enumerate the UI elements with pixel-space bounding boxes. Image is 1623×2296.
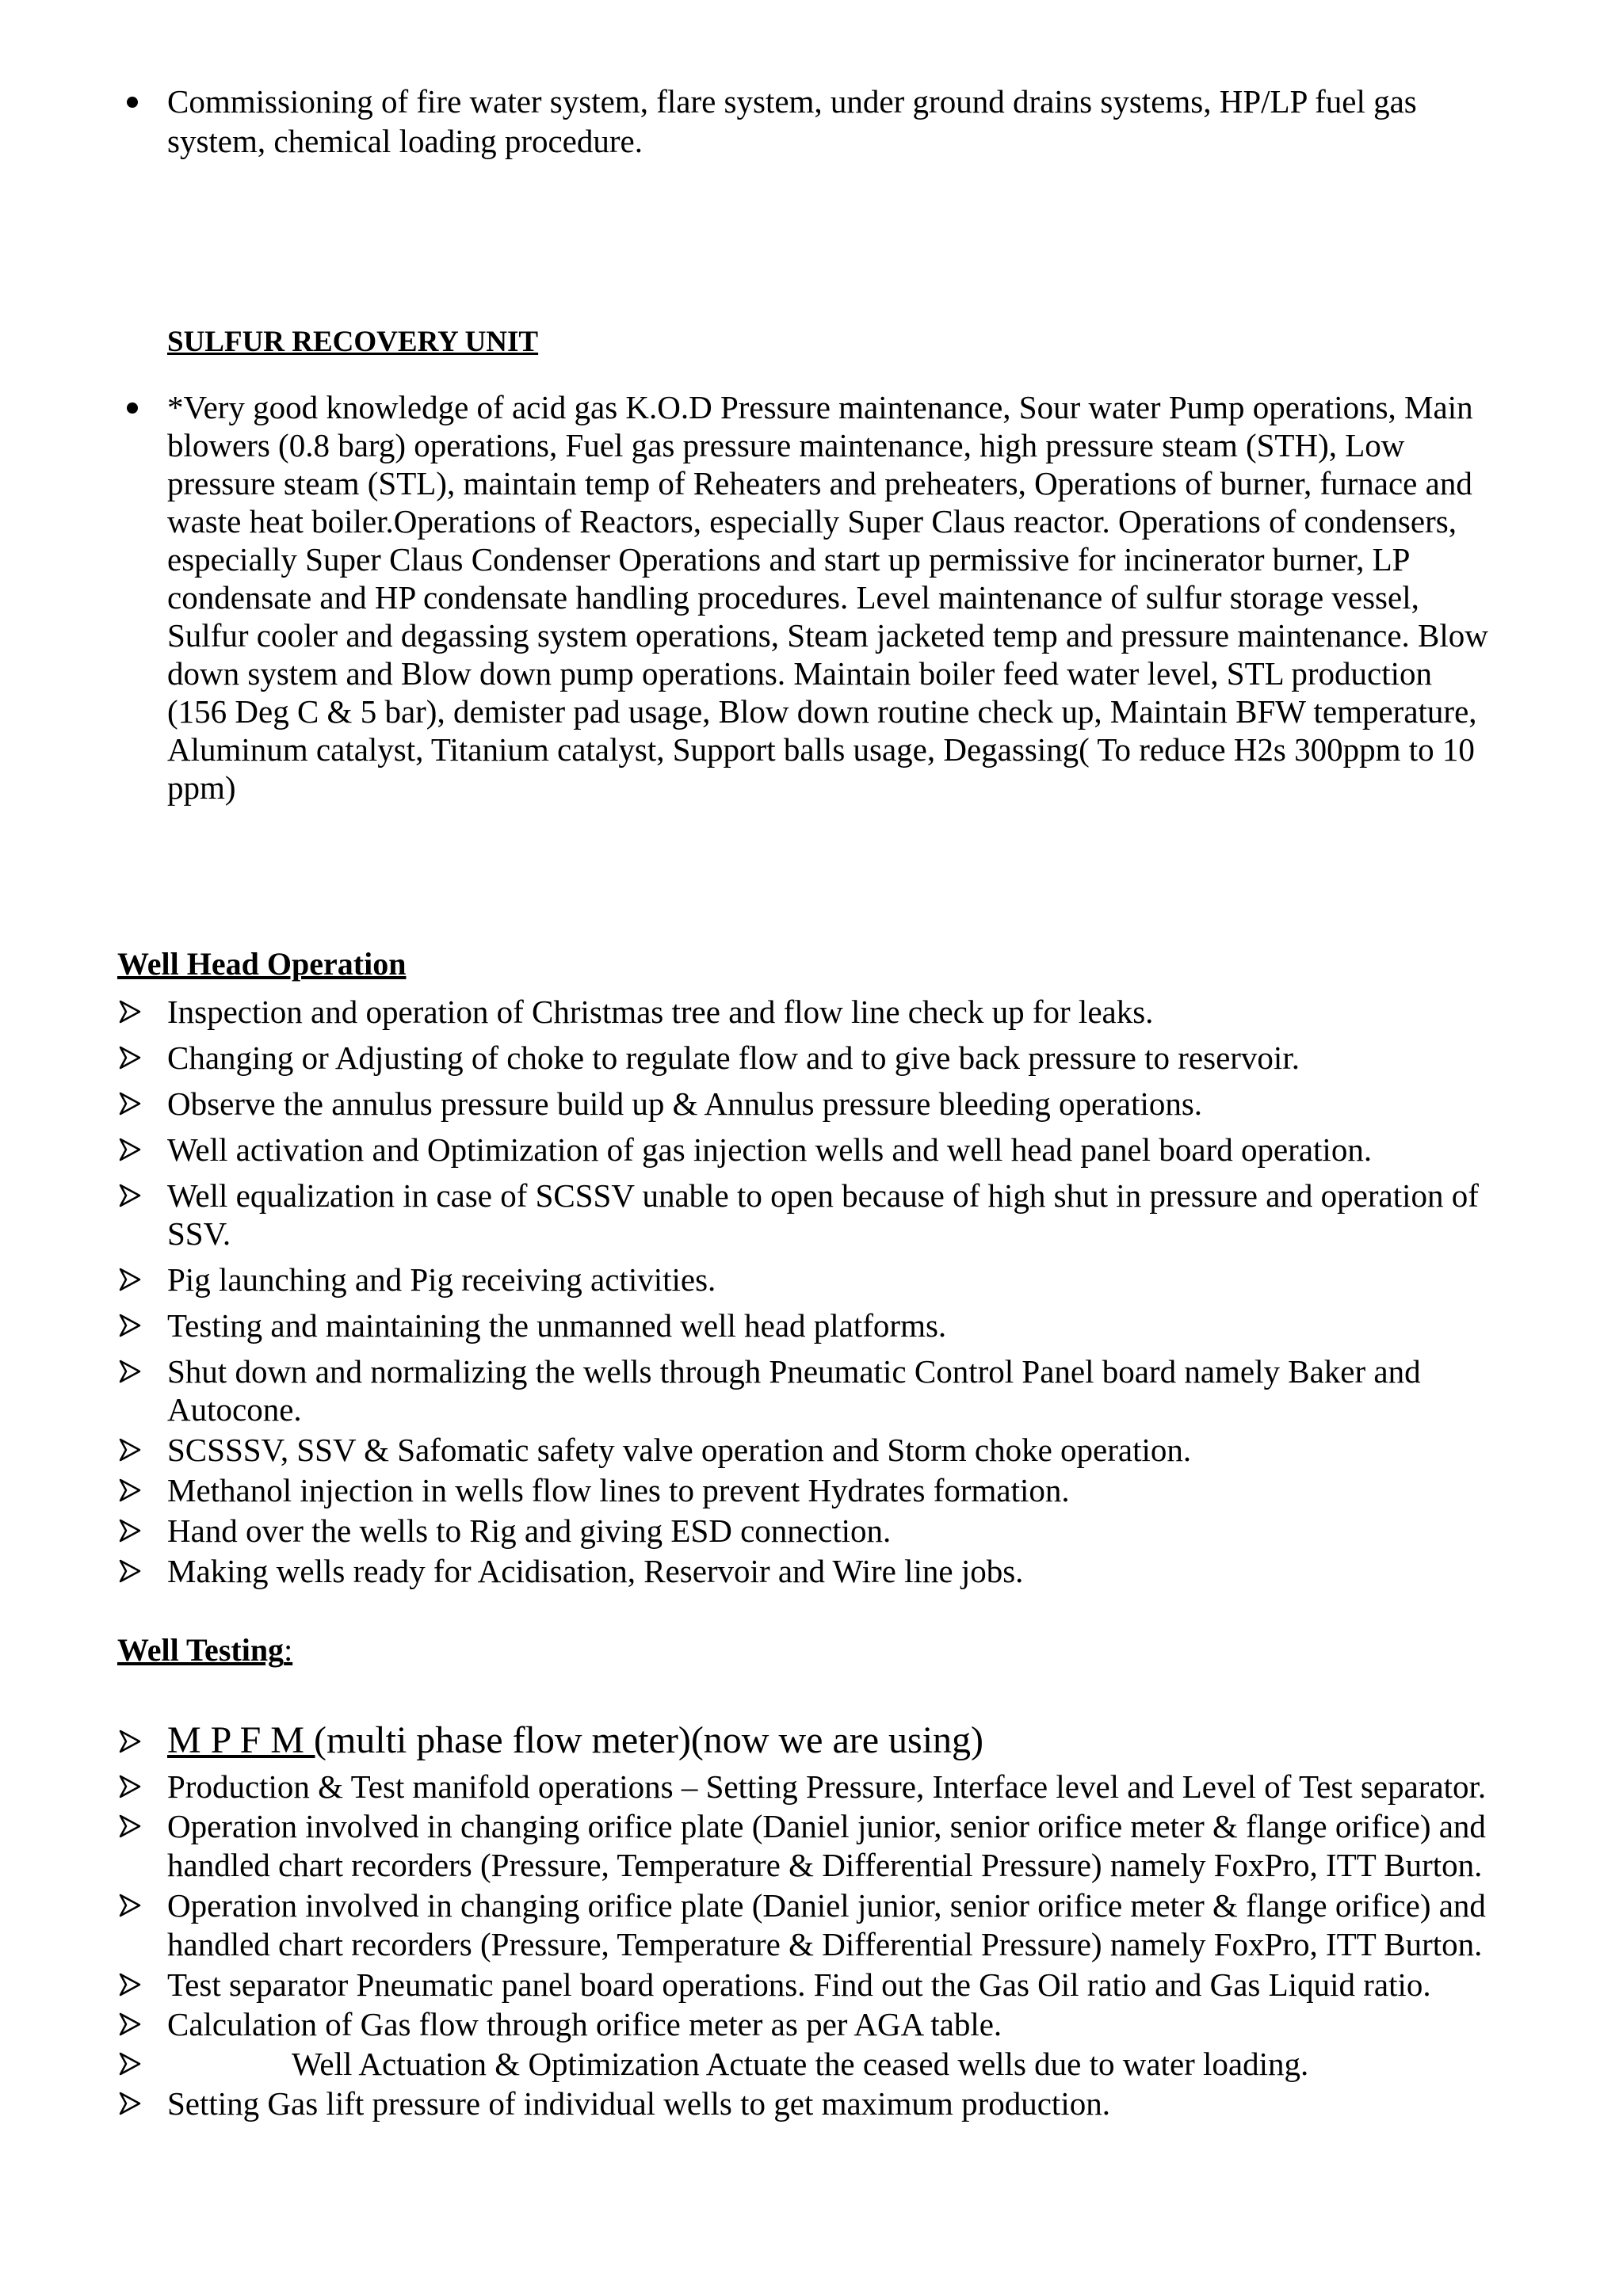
arrow-bullet-icon — [119, 1360, 141, 1383]
section-heading-well-head: Well Head Operation — [117, 946, 407, 982]
arrow-bullet-icon — [119, 1478, 141, 1502]
sru-line: blowers (0.8 barg) operations, Fuel gas pressure maintenance, high pressure steam (STH), Low — [167, 427, 1405, 463]
bullet-icon — [127, 402, 138, 414]
arrow-bullet-icon — [119, 1519, 141, 1543]
arrow-bullet-icon — [119, 1730, 141, 1753]
well-testing-item: Well Actuation & Optimization Actuate the ceased wells due to water loading. — [292, 2046, 1309, 2082]
arrow-bullet-icon — [119, 1559, 141, 1583]
mpfm-rest: multi phase flow meter)(now we are using) — [326, 1719, 984, 1761]
well-testing-item-continued: handled chart recorders (Pressure, Temperature & Differential Pressure) namely FoxPro, ITT Burton. — [167, 1926, 1483, 1962]
well-head-item: Well activation and Optimization of gas injection wells and well head panel board operation. — [167, 1131, 1373, 1168]
well-testing-item: Setting Gas lift pressure of individual wells to get maximum production. — [167, 2085, 1110, 2122]
arrow-bullet-icon — [119, 1046, 141, 1070]
sru-line: especially Super Claus Condenser Operations and start up permissive for incinerator burner, LP — [167, 541, 1411, 578]
well-head-item: Hand over the wells to Rig and giving ESD connection. — [167, 1512, 892, 1549]
arrow-bullet-icon — [119, 1092, 141, 1116]
commissioning-line: system, chemical loading procedure. — [167, 123, 643, 159]
well-testing-item: Operation involved in changing orifice plate (Daniel junior, senior orifice meter & flange orifice) and — [167, 1808, 1486, 1844]
well-testing-heading-colon: : — [284, 1632, 293, 1668]
sru-line: Sulfur cooler and degassing system operations, Steam jacketed temp and pressure maintenance. Blow — [167, 617, 1488, 654]
well-head-item-continued: Autocone. — [167, 1391, 302, 1428]
well-head-item: Testing and maintaining the unmanned well head platforms. — [167, 1307, 947, 1344]
section-heading-sru: SULFUR RECOVERY UNIT — [167, 326, 539, 358]
well-head-item: Observe the annulus pressure build up & Annulus pressure bleeding operations. — [167, 1085, 1203, 1122]
sru-line: down system and Blow down pump operations. Maintain boiler feed water level, STL production — [167, 655, 1433, 692]
well-head-item: Methanol injection in wells flow lines to prevent Hydrates formation. — [167, 1472, 1070, 1508]
arrow-bullet-icon — [119, 1268, 141, 1291]
mpfm-item — [167, 1718, 983, 1763]
well-head-item: SCSSSV, SSV & Safomatic safety valve operation and Storm choke operation. — [167, 1432, 1192, 1468]
arrow-bullet-icon — [119, 1775, 141, 1798]
well-testing-item: Operation involved in changing orifice plate (Daniel junior, senior orifice meter & flange orifice) and — [167, 1887, 1486, 1924]
arrow-bullet-icon — [119, 1314, 141, 1337]
sru-line: waste heat boiler.Operations of Reactors, especially Super Claus reactor. Operations of condensers, — [167, 503, 1457, 540]
sru-line: pressure steam (STL), maintain temp of Reheaters and preheaters, Operations of burner, furnace and — [167, 465, 1472, 502]
sru-line: ppm) — [167, 769, 236, 806]
well-testing-item: Test separator Pneumatic panel board operations. Find out the Gas Oil ratio and Gas Liquid ratio. — [167, 1966, 1431, 2003]
well-head-item: Inspection and operation of Christmas tree and flow line check up for leaks. — [167, 994, 1154, 1030]
arrow-bullet-icon — [119, 2052, 141, 2076]
well-head-item: Well equalization in case of SCSSV unable to open because of high shut in pressure and operation of — [167, 1177, 1479, 1214]
sru-line: *Very good knowledge of acid gas K.O.D Pressure maintenance, Sour water Pump operations, Main — [167, 389, 1473, 425]
well-head-item-continued: SSV. — [167, 1215, 231, 1252]
arrow-bullet-icon — [119, 1184, 141, 1207]
section-heading-well-testing — [117, 1631, 292, 1669]
sru-line: (156 Deg C & 5 bar), demister pad usage, Blow down routine check up, Maintain BFW temperature, — [167, 693, 1477, 730]
well-head-item: Making wells ready for Acidisation, Reservoir and Wire line jobs. — [167, 1553, 1024, 1589]
arrow-bullet-icon — [119, 1000, 141, 1024]
well-head-item: Pig launching and Pig receiving activities. — [167, 1261, 716, 1298]
arrow-bullet-icon — [119, 1438, 141, 1462]
well-testing-item: Calculation of Gas flow through orifice meter as per AGA table. — [167, 2006, 1002, 2042]
sru-line: condensate and HP condensate handling procedures. Level maintenance of sulfur storage vessel, — [167, 579, 1419, 616]
commissioning-line: Commissioning of fire water system, flare system, under ground drains systems, HP/LP fuel gas — [167, 83, 1417, 120]
arrow-bullet-icon — [119, 1814, 141, 1838]
well-testing-item-continued: handled chart recorders (Pressure, Temperature & Differential Pressure) namely FoxPro, ITT Burton. — [167, 1847, 1483, 1883]
mpfm-underlined: M P F M ( — [167, 1719, 327, 1761]
well-head-item: Shut down and normalizing the wells through Pneumatic Control Panel board namely Baker and — [167, 1353, 1421, 1390]
arrow-bullet-icon — [119, 2012, 141, 2036]
arrow-bullet-icon — [119, 1894, 141, 1917]
well-testing-item: Production & Test manifold operations – Setting Pressure, Interface level and Level of Test separator. — [167, 1768, 1487, 1805]
arrow-bullet-icon — [119, 1138, 141, 1161]
bullet-icon — [127, 97, 138, 108]
well-head-item: Changing or Adjusting of choke to regulate flow and to give back pressure to reservoir. — [167, 1039, 1300, 1076]
sru-line: Aluminum catalyst, Titanium catalyst, Support balls usage, Degassing( To reduce H2s 300ppm to 10 — [167, 731, 1475, 768]
arrow-bullet-icon — [119, 2092, 141, 2115]
arrow-bullet-icon — [119, 1973, 141, 1997]
well-testing-heading-text: Well Testing — [117, 1632, 285, 1668]
